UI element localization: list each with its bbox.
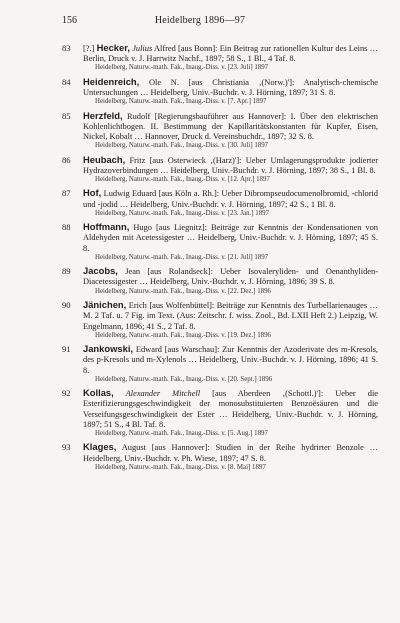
entry-note: Heidelberg, Naturw.-math. Fak., Inaug.-Diss. v. [23. Juli] 1897 <box>95 64 269 72</box>
entry-name: Hof, <box>83 187 102 199</box>
entry-text <box>83 442 378 463</box>
entry-note: Heidelberg, Naturw.-math. Fak., Inaug.-Diss. v. [8. Mai] 1897 <box>95 463 266 471</box>
page-number: 156 <box>62 15 77 26</box>
entry-number: 93 <box>62 442 71 453</box>
entry-given-name: Alexander Mitchell <box>113 389 201 399</box>
entry-citation: Fritz [aus Osterwieck ‚(Harz)']: Ueber Umlagerungsprodukte jodierter Hydrazoverbindungen … Heidelberg, Univ.-Buchdr. v. J. Hörning, 1897; 38 S., 1 Bl. 8. <box>83 155 378 175</box>
entry-citation: Hugo [aus Liegnitz]: Beiträge zur Kenntnis der Kondensationen von Aldehyden mit Acetessigester … Heidelberg, Univ.-Buchdr. v. J. Hörning, 1897; 45 S. 8. <box>83 223 378 253</box>
entry-citation: Ludwig Eduard [aus Köln a. Rh.]: Ueber Dibrompseudocumenolbromid, -chlorid und -jodid … Heidelberg, Univ.-Buchdr. v. J. Hörning, 1897; 42 S., 1 Bl. 8. <box>83 189 378 209</box>
entry-text <box>83 77 378 98</box>
entry-number: 88 <box>62 222 71 233</box>
list-item <box>62 266 378 296</box>
entry-text <box>83 266 378 287</box>
entry-number: 87 <box>62 188 71 199</box>
entry-note: Heidelberg, Naturw.-math. Fak., Inaug.-Diss. v. [12. Apr.] 1897 <box>95 176 270 184</box>
list-item <box>62 300 378 340</box>
entry-citation: Erich [aus Wolfenbüttel]: Beiträge zur Kenntnis des Turbellarienauges … M. 2 Taf. u. 7 Fig. im Text. (Aus: Zeitschr. f. wiss. Zool., Bd. LXII Heft 2.) Leipzig, W. Engelmann, 1896; 41 S., 2 Taf. 8. <box>83 301 378 331</box>
entry-citation: August [aus Hannover]: Studien in der Reihe hydrirter Benzole … Heidelberg, Univ.-Buchdr. v. Ph. Wiese, 1897; 47 S. 8. <box>83 443 378 463</box>
entry-text <box>83 222 378 254</box>
entry-text <box>83 155 378 176</box>
entry-note: Heidelberg, Naturw.-math. Fak., Inaug.-Diss. v. [30. Juli] 1897 <box>95 142 269 150</box>
running-title: Heidelberg 1896—97 <box>154 15 246 26</box>
entry-citation: Alfred [aus Bonn]: Ein Beitrag zur rationellen Kultur des Leins … Berlin, Druck v. J. Harrwitz Nachf., 1897; 58 S., 1 Bl., 4 Taf. 8. <box>83 44 378 64</box>
entry-note: Heidelberg, Naturw.-math. Fak., Inaug.-Diss. v. [22. Dez.] 1896 <box>95 287 271 295</box>
list-item <box>62 344 378 384</box>
list-item <box>62 155 378 185</box>
entry-number: 92 <box>62 388 71 399</box>
entry-number: 83 <box>62 43 71 53</box>
entry-text <box>83 111 378 143</box>
entry-text <box>83 388 378 430</box>
list-item <box>62 388 378 438</box>
entry-note: Heidelberg, Naturw.-math. Fak., Inaug.-Diss. v. [20. Sept.] 1896 <box>95 375 273 383</box>
entry-citation: Jean [aus Rolandseck]: Ueber Isovaleryliden- und Oenanthyliden-Diacetessigester … Heidelberg, Univ.-Buchdr. v. J. Hörning, 1896; 39 S. 8. <box>83 267 378 287</box>
entry-name: Hoffmann, <box>83 221 130 233</box>
entry-note: Heidelberg, Naturw.-math. Fak., Inaug.-Diss. v. [21. Juli] 1897 <box>95 253 269 261</box>
entry-text <box>83 188 378 209</box>
entry-note: Heidelberg, Naturw.-math. Fak., Inaug.-Diss. v. [23. Jan.] 1897 <box>95 209 270 217</box>
entry-name: Jänichen, <box>83 299 127 311</box>
entry-list <box>62 43 378 476</box>
entry-note: Heidelberg, Naturw.-math. Fak., Inaug.-Diss. v. [5. Aug.] 1897 <box>95 429 268 437</box>
entry-citation: [aus Aberdeen ‚(Schottl.)']: Ueber die Esterifizierungsgeschwindigkeit der monosubstituierten Benzoësäuren und die Verseifungsgeschwindigkeit der Ester … Heidelberg, Univ.-Buchdr. v. J. Hörning, 1897; 51 S., 4 Bl. Taf. 8. <box>83 389 378 429</box>
entry-number: 85 <box>62 110 71 121</box>
page-header <box>0 15 400 29</box>
entry-citation: Ole N. [aus Christiania ‚(Norw.)']: Analytisch-chemische Untersuchungen … Heidelberg, Univ.-Buchdr. v. J. Hörning, 1897; 31 S. 8. <box>83 77 378 98</box>
entry-number: 90 <box>62 300 71 311</box>
entry-name: Kollas, <box>83 387 114 399</box>
entry-text <box>83 344 378 376</box>
entry-name: Herzfeld, <box>83 109 123 121</box>
entry-citation: Edward [aus Warschau]: Zur Kenntnis der Azoderivate des m-Kresols, des p-Kresols und m-Xylenols … Heidelberg, Univ.-Buchdr. v. J. Hörning, 1896; 41 S. 8. <box>83 345 378 375</box>
entry-note: Heidelberg, Naturw.-math. Fak., Inaug.-Diss. v. [7. Apr.] 1897 <box>95 98 267 106</box>
entry-name: Jacobs, <box>83 265 118 277</box>
entry-number: 91 <box>62 344 71 355</box>
entry-name: Jankowski, <box>83 343 134 355</box>
entry-number: 84 <box>62 76 71 87</box>
entry-prefix: [?.] <box>83 44 97 53</box>
list-item <box>62 77 378 107</box>
entry-text <box>83 43 378 64</box>
list-item <box>62 188 378 218</box>
list-item <box>62 43 378 73</box>
entry-name: Hecker, <box>96 42 130 53</box>
entry-name: Klages, <box>83 441 117 453</box>
entry-note: Heidelberg, Naturw.-math. Fak., Inaug.-Diss. v. [19. Dez.] 1896 <box>95 331 271 339</box>
entry-name: Heidenreich, <box>83 75 140 87</box>
entry-text <box>83 300 378 332</box>
list-item <box>62 222 378 262</box>
entry-number: 89 <box>62 266 71 277</box>
entry-name: Heubach, <box>83 153 126 165</box>
entry-number: 86 <box>62 154 71 165</box>
entry-given-name: Julius <box>129 44 153 53</box>
entry-citation: Rudolf [Regierungsbauführer aus Hannover]: I. Über den elektrischen Kohlenlichtbogen. II. Bestimmung der Kapillaritätskonstanten für Kupfer, Eisen, Nickel, Kobalt … Hannover, Druck d. Vereinsbuchdr., 1897; 32 S. 8. <box>83 111 378 142</box>
list-item <box>62 442 378 472</box>
list-item <box>62 111 378 151</box>
